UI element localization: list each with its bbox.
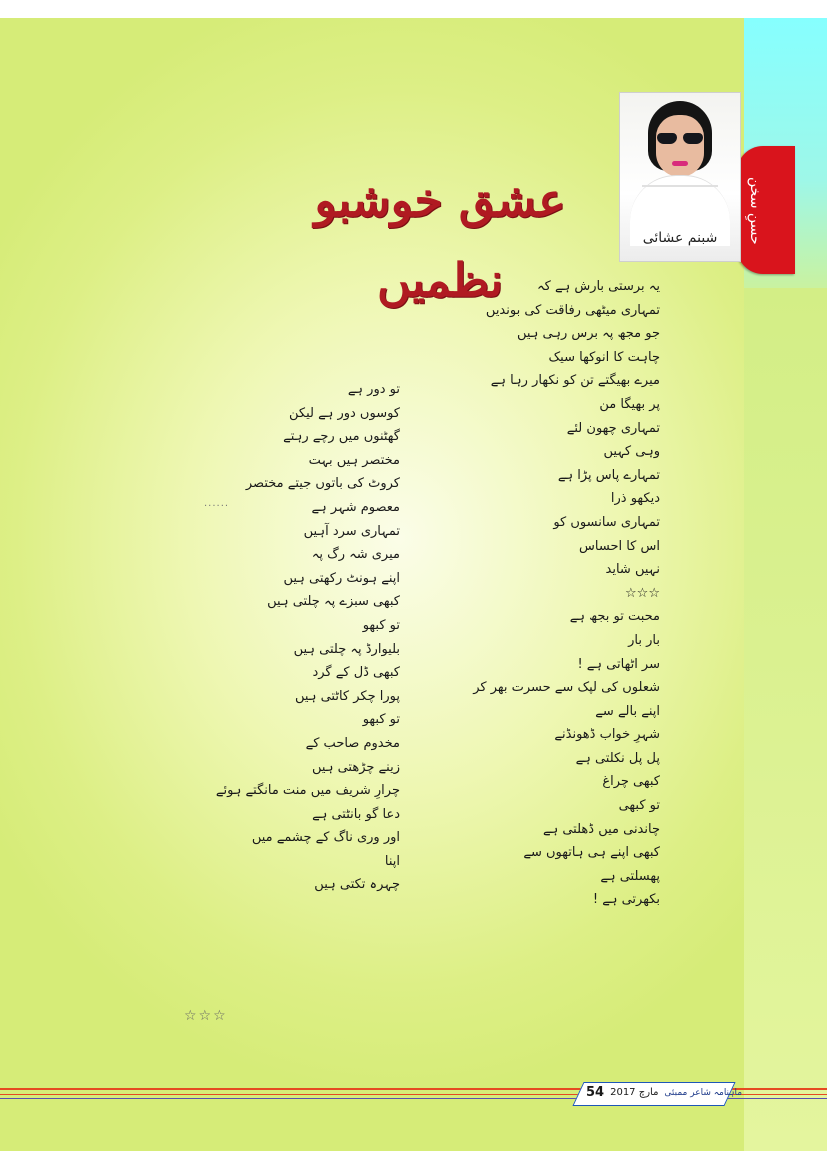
poem-right-line: تمہاری سانسوں کو	[553, 514, 660, 530]
stars-divider: ☆☆☆	[184, 1008, 228, 1024]
sunglasses-icon	[656, 133, 704, 145]
poem-left-line: پورا چکر کاٹتی ہیں	[295, 688, 400, 704]
poem-right-line: پھسلتی ہے	[600, 868, 660, 884]
poem-right-line: تمہارے پاس پڑا ہے	[557, 467, 660, 483]
poem-left-line: زینے چڑھتی ہیں	[312, 759, 400, 775]
poem-right-line: اس کا احساس	[579, 538, 660, 554]
poem-right-line: یہ برستی بارش ہے کہ	[537, 279, 660, 294]
poem-right-line: چاہت کا انوکھا سیک	[548, 349, 660, 365]
poem-left-column	[200, 378, 400, 897]
poem-right-line: نہیں شاید	[605, 562, 660, 578]
poem-right-line: جو مجھ پہ برس رہی ہیں	[516, 326, 660, 342]
poem-left-line: معصوم شہر ہے	[311, 499, 400, 515]
poem-left-line: مختصر ہیں بہت	[308, 452, 400, 468]
footer-info	[586, 1084, 743, 1102]
poem-right-line: سر اٹھاتی ہے !	[577, 656, 660, 672]
poem-left-line: چرارِ شریف میں منت مانگتے ہوئے	[215, 783, 400, 799]
page-title: عشق خوشبو نظمیں	[314, 173, 566, 307]
issue-date: 2017 مارچ	[610, 1087, 659, 1098]
poem-right-line: وہی کہیں	[603, 444, 660, 460]
poem-left-line: کبھی ڈل کے گرد	[312, 665, 400, 681]
poem-left-line: چہرہ تکتی ہیں	[314, 877, 400, 893]
poem-left-line: تو کبھو	[362, 712, 400, 728]
section-tab-label: حسنِ سخن	[747, 176, 763, 245]
poem-left-line: کوسوں دور ہے لیکن	[289, 405, 400, 421]
poem-right-column	[420, 275, 660, 912]
page-number: 54	[586, 1085, 605, 1100]
poem-left-line: کبھی سبزے پہ چلتی ہیں	[267, 594, 400, 610]
magazine-page	[0, 18, 827, 1151]
poem-right-line: شعلوں کی لپک سے حسرت بھر کر	[473, 680, 660, 696]
poem-right-line: کبھی اپنے ہی ہاتھوں سے	[523, 845, 660, 861]
poem-right-line: کبھی چراغ	[602, 774, 660, 790]
poem-left-line: تمہاری سرد آہیں	[303, 523, 400, 539]
poem-left-line: تو دور ہے	[347, 382, 400, 397]
side-strip-lower	[744, 288, 827, 1151]
poem-right-line: تو کبھی	[618, 798, 660, 814]
poem-left-line: اپنے ہونٹ رکھتی ہیں	[283, 570, 400, 586]
poem-right-line: اپنے بالے سے	[595, 703, 660, 719]
poem-right-line: دیکھو ذرا	[610, 491, 660, 507]
top-margin	[0, 0, 827, 18]
poem-left-line: گھٹنوں میں رچے رہتے	[283, 429, 400, 445]
author-photo	[619, 92, 741, 262]
poem-left-line: میری شہ رگ پہ	[311, 547, 400, 563]
poem-left-line: بلیوارڈ پہ چلتی ہیں	[293, 641, 400, 657]
poem-right-line: پل پل نکلتی ہے	[575, 750, 660, 766]
poem-left-line: اور وری ناگ کے چشمے میں	[251, 830, 400, 846]
poem-right-line: تمہاری چھون لئے	[566, 420, 660, 436]
poem-right-line: بار بار	[628, 632, 660, 648]
poem-left-line: اپنا	[384, 853, 400, 869]
poem-left-line: تو کبھو	[362, 617, 400, 633]
poem-right-line: محبت تو بجھ ہے	[569, 609, 660, 625]
poem-right-line: میرے بھیگتے تن کو نکھار رہا ہے	[490, 373, 660, 389]
publication-name: ماہنامہ شاعر ممبئی	[664, 1088, 743, 1098]
poem-right-line: چاندنی میں ڈھلتی ہے	[542, 821, 660, 837]
poem-left-line: کروٹ کی باتوں جیتے مختصر	[245, 476, 400, 492]
poem-left-line: دعا گو بانٹتی ہے	[312, 806, 400, 822]
ellipsis-mark: ......	[204, 498, 230, 509]
poem-right-line: ☆☆☆	[625, 585, 660, 601]
poem-right-line: پر بھیگا من	[599, 396, 660, 412]
author-name: شبنم عشائی	[642, 230, 718, 246]
poem-right-line: تمہاری میٹھی رفاقت کی بوندیں	[485, 302, 660, 318]
poem-right-line: شہرِ خواب ڈھونڈنے	[554, 727, 660, 743]
poem-left-line: مخدوم صاحب کے	[305, 735, 400, 751]
poem-right-line: بکھرتی ہے !	[592, 892, 660, 908]
